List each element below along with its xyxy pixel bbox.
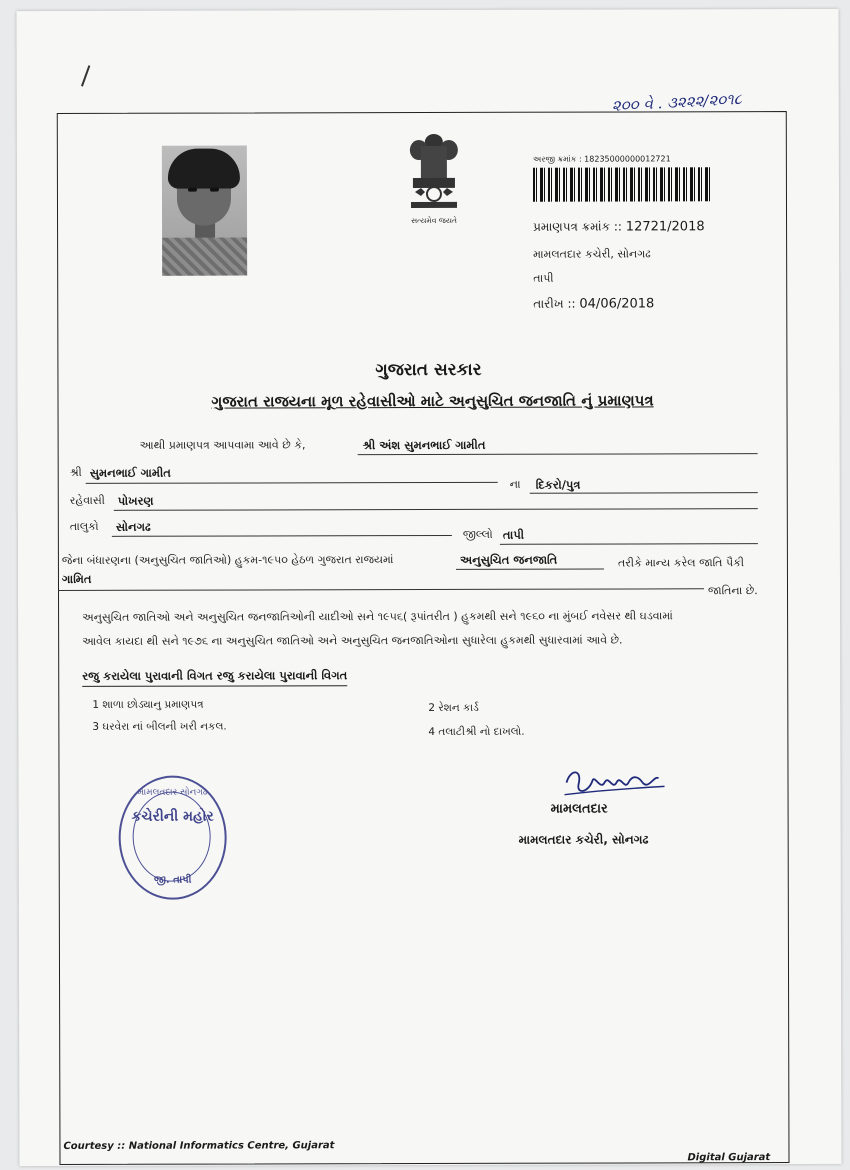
barcode bbox=[533, 167, 713, 201]
certificate-number-row bbox=[533, 219, 705, 234]
issuing-district: તાપી bbox=[533, 271, 554, 285]
seal-bottom-text: જી. તાપી bbox=[153, 874, 192, 886]
footer-brand: Digital Gujarat bbox=[687, 1152, 771, 1164]
emblem-motto: સત્યમેવ જયતે bbox=[411, 215, 458, 226]
district-value: તાપી bbox=[502, 527, 525, 542]
document-item: 1 શાળા છોડ્યાનુ પ્રમાણપત્ર bbox=[92, 698, 204, 711]
applicant-name: શ્રી અંશ સુમનભાઈ ગામીત bbox=[362, 437, 486, 453]
resident-label: રહેવાસી bbox=[69, 493, 105, 507]
na-label: ના bbox=[509, 477, 521, 491]
shri-label: શ્રી bbox=[69, 465, 82, 479]
seal-ring-text: મામલતદાર સોનગઢ bbox=[137, 787, 208, 798]
seal-center-text: કચેરીની મહોર bbox=[131, 808, 214, 825]
signatory-title: મામલતદાર bbox=[550, 801, 608, 817]
document-item: 4 તલાટીશ્રી નો દાખલો. bbox=[428, 725, 525, 739]
intro-label: આથી પ્રમાણપત્ર આપવામા આવે છે કે, bbox=[139, 438, 306, 452]
footer-courtesy: Courtesy :: National Informatics Centre, Gujarat bbox=[63, 1140, 335, 1152]
father-name: સુમનભાઈ ગામીત bbox=[89, 465, 171, 480]
resident-village: પોખરણ bbox=[117, 493, 154, 508]
signatory-office: મામલતદાર કચેરી, સોનગઢ bbox=[518, 832, 649, 847]
certificate-date-value: 04/06/2018 bbox=[579, 296, 655, 312]
certificate-date-row bbox=[533, 296, 654, 311]
office-seal bbox=[118, 776, 226, 900]
category-value: અનુસુચિત જનજાતિ bbox=[459, 552, 558, 567]
taluka-value: સોનગઢ bbox=[115, 519, 151, 534]
certificate-number-value: 12721/2018 bbox=[625, 219, 705, 235]
document-item: 3 ઘરવેરા નાં બીલની ખરી નકલ. bbox=[92, 720, 227, 733]
national-emblem-icon bbox=[401, 132, 467, 214]
legal-paragraph-line1: અનુસુચિત જાતિઓ અને અનુસુચિત જનજાતિઓની યાદીઓ સને ૧૯૫૬( રૂપાંતરીત ) હુકમથી સને ૧૯૬૦ ના મુંબઈ નવેસર થી ઘડવામાં bbox=[82, 609, 673, 624]
handwritten-reference: ૨૦૦ વે . ૩૨૨૨/૨૦૧૮ bbox=[611, 89, 743, 115]
application-number: અરજી ક્રમાંક : 18235000000012721 bbox=[532, 154, 671, 164]
caste-value: ગામિત bbox=[61, 571, 92, 586]
recognized-text: તરીકે માન્ય કરેલ જાતિ પૈકી bbox=[617, 556, 745, 570]
pen-mark bbox=[81, 65, 90, 86]
certificate-title: ગુજરાત રાજયના મૂળ રહેવાસીઓ માટે અનુસુચિત જનજાતિ નું પ્રમાણપત્ર bbox=[211, 391, 654, 411]
documents-heading: રજુ કરાયેલા પુરાવાની વિગત રજુ કરાયેલા પુરાવાની વિગત bbox=[82, 668, 347, 687]
caste-suffix: જાતિના છે. bbox=[707, 584, 758, 598]
officer-signature bbox=[558, 764, 668, 804]
taluka-label: તાલુકો bbox=[69, 519, 99, 533]
relation: દિકરો/પુત્ર bbox=[535, 477, 581, 492]
document-item: 2 રેશન કાર્ડ bbox=[428, 701, 479, 715]
certificate-number-label: પ્રમાણપત્ર ક્રમાંક :: bbox=[533, 219, 622, 234]
certificate-sheet bbox=[16, 9, 841, 1166]
government-title: ગુજરાત સરકાર bbox=[375, 359, 482, 381]
legal-paragraph-line2: આવેલ કાયદા થી સને ૧૯૭૬ ના અનુસુચિત જાતિઓ અને અનુસુચિત જનજાતિઓના સુધારેલા હુકમથી સુધારવામાં આવે છે. bbox=[82, 633, 623, 648]
district-label: જીલ્લો bbox=[462, 527, 493, 541]
applicant-photo bbox=[162, 145, 247, 275]
issuing-office: મામલતદાર કચેરી, સોનગઢ bbox=[533, 247, 651, 261]
order-text: જેના બંધારણના (અનુસુચિત જાતિઓ) હુકમ-૧૯૫૦ હેઠળ ગુજરાત રાજયમાં bbox=[61, 553, 394, 567]
certificate-date-label: તારીખ :: bbox=[533, 296, 576, 311]
